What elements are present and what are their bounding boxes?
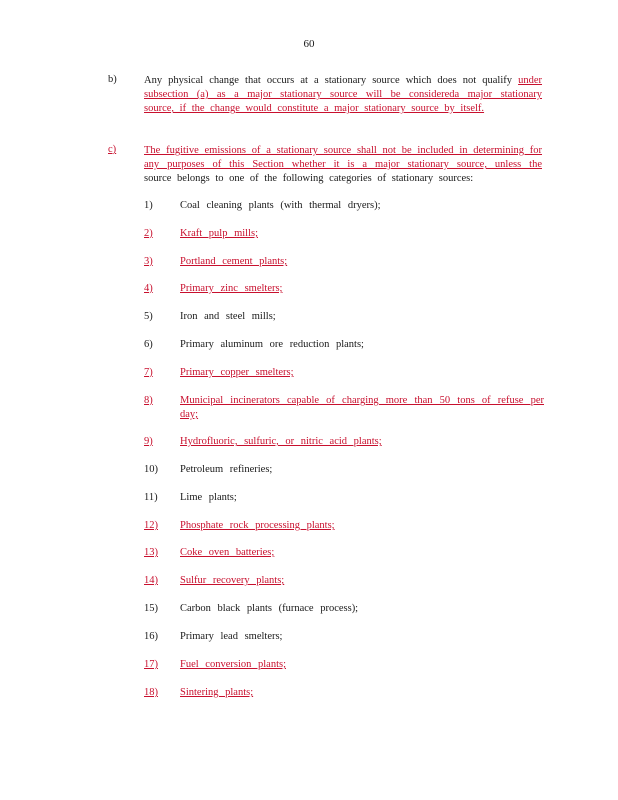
- list-item-text: Phosphate rock processing plants;: [180, 520, 335, 531]
- list-item-text: Kraft pulp mills;: [180, 228, 258, 239]
- list-item-number: 2): [144, 228, 153, 239]
- list-item-number: 6): [144, 339, 153, 350]
- paragraph-b-text-plain: Any physical change that occurs at a stationary source which does not qualify: [144, 75, 512, 86]
- list-item-number: 9): [144, 436, 153, 447]
- paragraph-b-label: b): [108, 74, 117, 85]
- list-item-text: Coke oven batteries;: [180, 547, 275, 558]
- paragraph-c-text-revised: The fugitive emissions of a stationary source shall not be included in determining for any purposes of this Section whether it is a major stationary source, unless the: [144, 145, 542, 170]
- list-item-text: Carbon black plants (furnace process);: [180, 603, 359, 614]
- list-item-text: Primary copper smelters;: [180, 367, 294, 378]
- paragraph-c-text-plain: source belongs to one of the following categories of stationary sources:: [144, 173, 474, 184]
- list-item-number: 18): [144, 687, 158, 698]
- list-item-text: Coal cleaning plants (with thermal dryers);: [180, 200, 381, 211]
- list-item-text: Sintering plants;: [180, 687, 254, 698]
- list-item-text: Hydrofluoric, sulfuric, or nitric acid plants;: [180, 436, 382, 447]
- list-item-text: Petroleum refineries;: [180, 464, 273, 475]
- list-item-number: 5): [144, 311, 153, 322]
- list-item-text: Sulfur recovery plants;: [180, 575, 285, 586]
- list-item-number: 3): [144, 256, 153, 267]
- list-item-number: 4): [144, 283, 153, 294]
- list-item-number: 10): [144, 464, 158, 475]
- paragraph-b-text-revised: under subsection (a) as a major stationary source will be considereda major stationary source, if the change would constitute a major stationary source by itself.: [144, 75, 542, 114]
- list-item-number: 1): [144, 200, 153, 211]
- list-item-text: Primary aluminum ore reduction plants;: [180, 339, 364, 350]
- list-item-number: 15): [144, 603, 158, 614]
- page-number: 60: [303, 38, 315, 50]
- list-item-text: Fuel conversion plants;: [180, 659, 286, 670]
- list-item-text: Lime plants;: [180, 492, 237, 503]
- list-item-text: Primary zinc smelters;: [180, 283, 283, 294]
- paragraph-c-body: [144, 144, 542, 186]
- list-item-number: 11): [144, 492, 158, 503]
- list-item-number: 14): [144, 575, 158, 586]
- list-item-text: Municipal incinerators capable of charging more than 50 tons of refuse per day;: [180, 395, 544, 420]
- list-item-number: 17): [144, 659, 158, 670]
- paragraph-c-label: c): [108, 144, 117, 155]
- list-item-number: 7): [144, 367, 153, 378]
- list-item-text: Primary lead smelters;: [180, 631, 283, 642]
- list-item-number: 13): [144, 547, 158, 558]
- list-item-number: 8): [144, 395, 153, 406]
- paragraph-b-body: [144, 74, 542, 116]
- list-item-number: 12): [144, 520, 158, 531]
- list-item-text: Portland cement plants;: [180, 256, 288, 267]
- list-item-text: Iron and steel mills;: [180, 311, 276, 322]
- list-item-number: 16): [144, 631, 158, 642]
